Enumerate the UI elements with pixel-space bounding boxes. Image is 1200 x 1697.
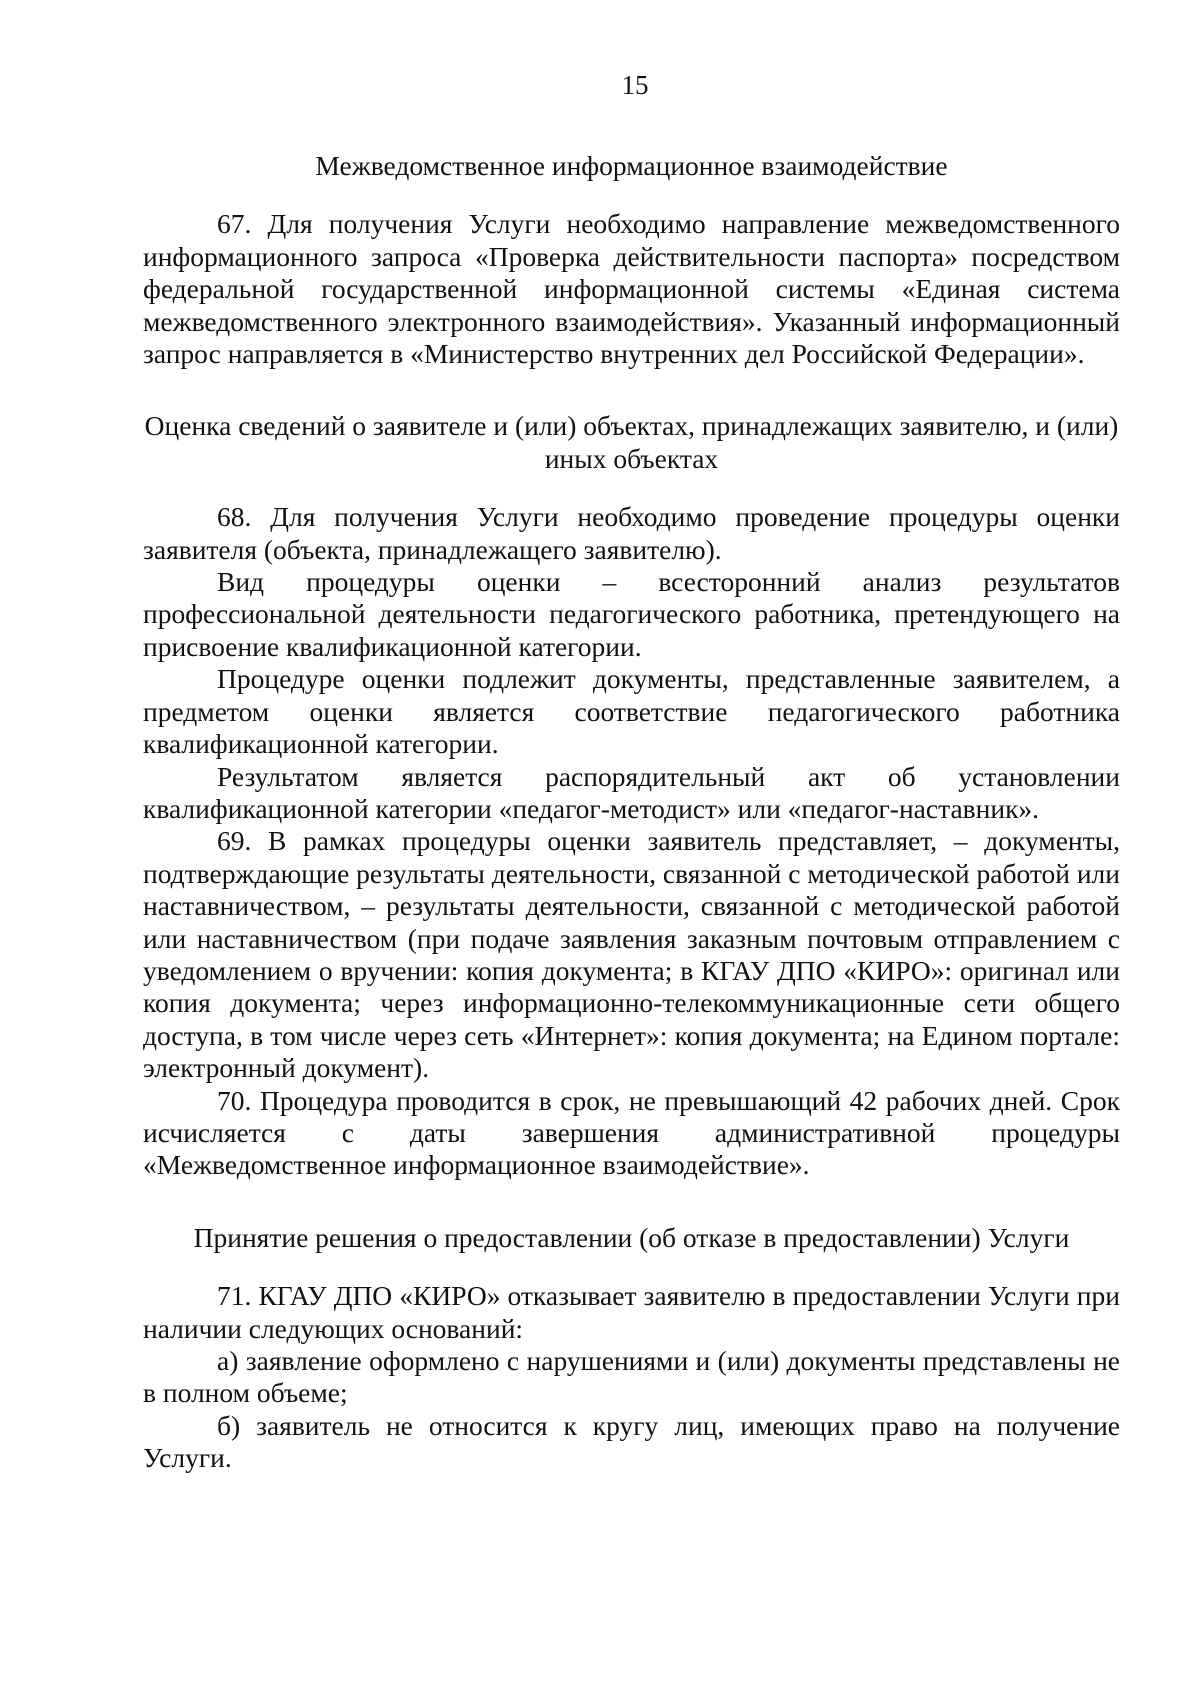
paragraph-71-b: б) заявитель не относится к кругу лиц, имеющих право на получение Услуги. xyxy=(143,1409,1120,1474)
paragraph-procedure-type: Вид процедуры оценки – всесторонний анализ результатов профессиональной деятельности педагогического работника, претендующего на присвоение квалификационной категории. xyxy=(143,566,1120,662)
document-body xyxy=(143,150,1120,1475)
page-number: 15 xyxy=(621,70,649,100)
paragraph-procedure-result: Результатом является распорядительный акт об установлении квалификационной категории «педагог-методист» или «педагог-наставник». xyxy=(143,760,1120,824)
paragraph-71: 71. КГАУ ДПО «КИРО» отказывает заявителю в предоставлении Услуги при наличии следующих оснований: xyxy=(143,1280,1120,1344)
paragraph-69: 69. В рамках процедуры оценки заявитель представляет, – документы, подтверждающие результаты деятельности, связанной с методической работой или наставничеством, – результаты деятельности, связанной с методической работой или наставничеством (при подаче заявления заказным почтовым отправлением с уведомлением о вручении: копия документа; в КГАУ ДПО «КИРО»: оригинал или копия документа; через информационно-телекоммуникационные сети общего доступа, в том числе через сеть «Интернет»: копия документа; на Едином портале: электронный документ). xyxy=(143,825,1120,1084)
paragraph-67: 67. Для получения Услуги необходимо направление межведомственного информационного запроса «Проверка действительности паспорта» посредством федеральной государственной информационной системы «Единая система межведомственного электронного взаимодействия». Указанный информационный запрос направляется в «Министерство внутренних дел Российской Федерации». xyxy=(143,208,1120,370)
paragraph-procedure-subject: Процедуре оценки подлежит документы, представленные заявителем, а предметом оценки является соответствие педагогического работника квалификационной категории. xyxy=(143,663,1120,760)
paragraph-71-a: а) заявление оформлено с нарушениями и (или) документы представлены не в полном объеме; xyxy=(143,1345,1120,1409)
paragraph-70: 70. Процедура проводится в срок, не превышающий 42 рабочих дней. Срок исчисляется с даты завершения административной процедуры «Межведомственное информационное взаимодействие». xyxy=(143,1084,1120,1181)
section-heading-decision: Принятие решения о предоставлении (об отказе в предоставлении) Услуги xyxy=(193,1221,1070,1253)
section-heading-assessment: Оценка сведений о заявителе и (или) объектах, принадлежащих заявителю, и (или) иных объектах xyxy=(144,410,1119,474)
section-heading-interagency: Межведомственное информационное взаимодействие xyxy=(315,150,948,181)
paragraph-68: 68. Для получения Услуги необходимо проведение процедуры оценки заявителя (объекта, принадлежащего заявителю). xyxy=(143,501,1120,565)
